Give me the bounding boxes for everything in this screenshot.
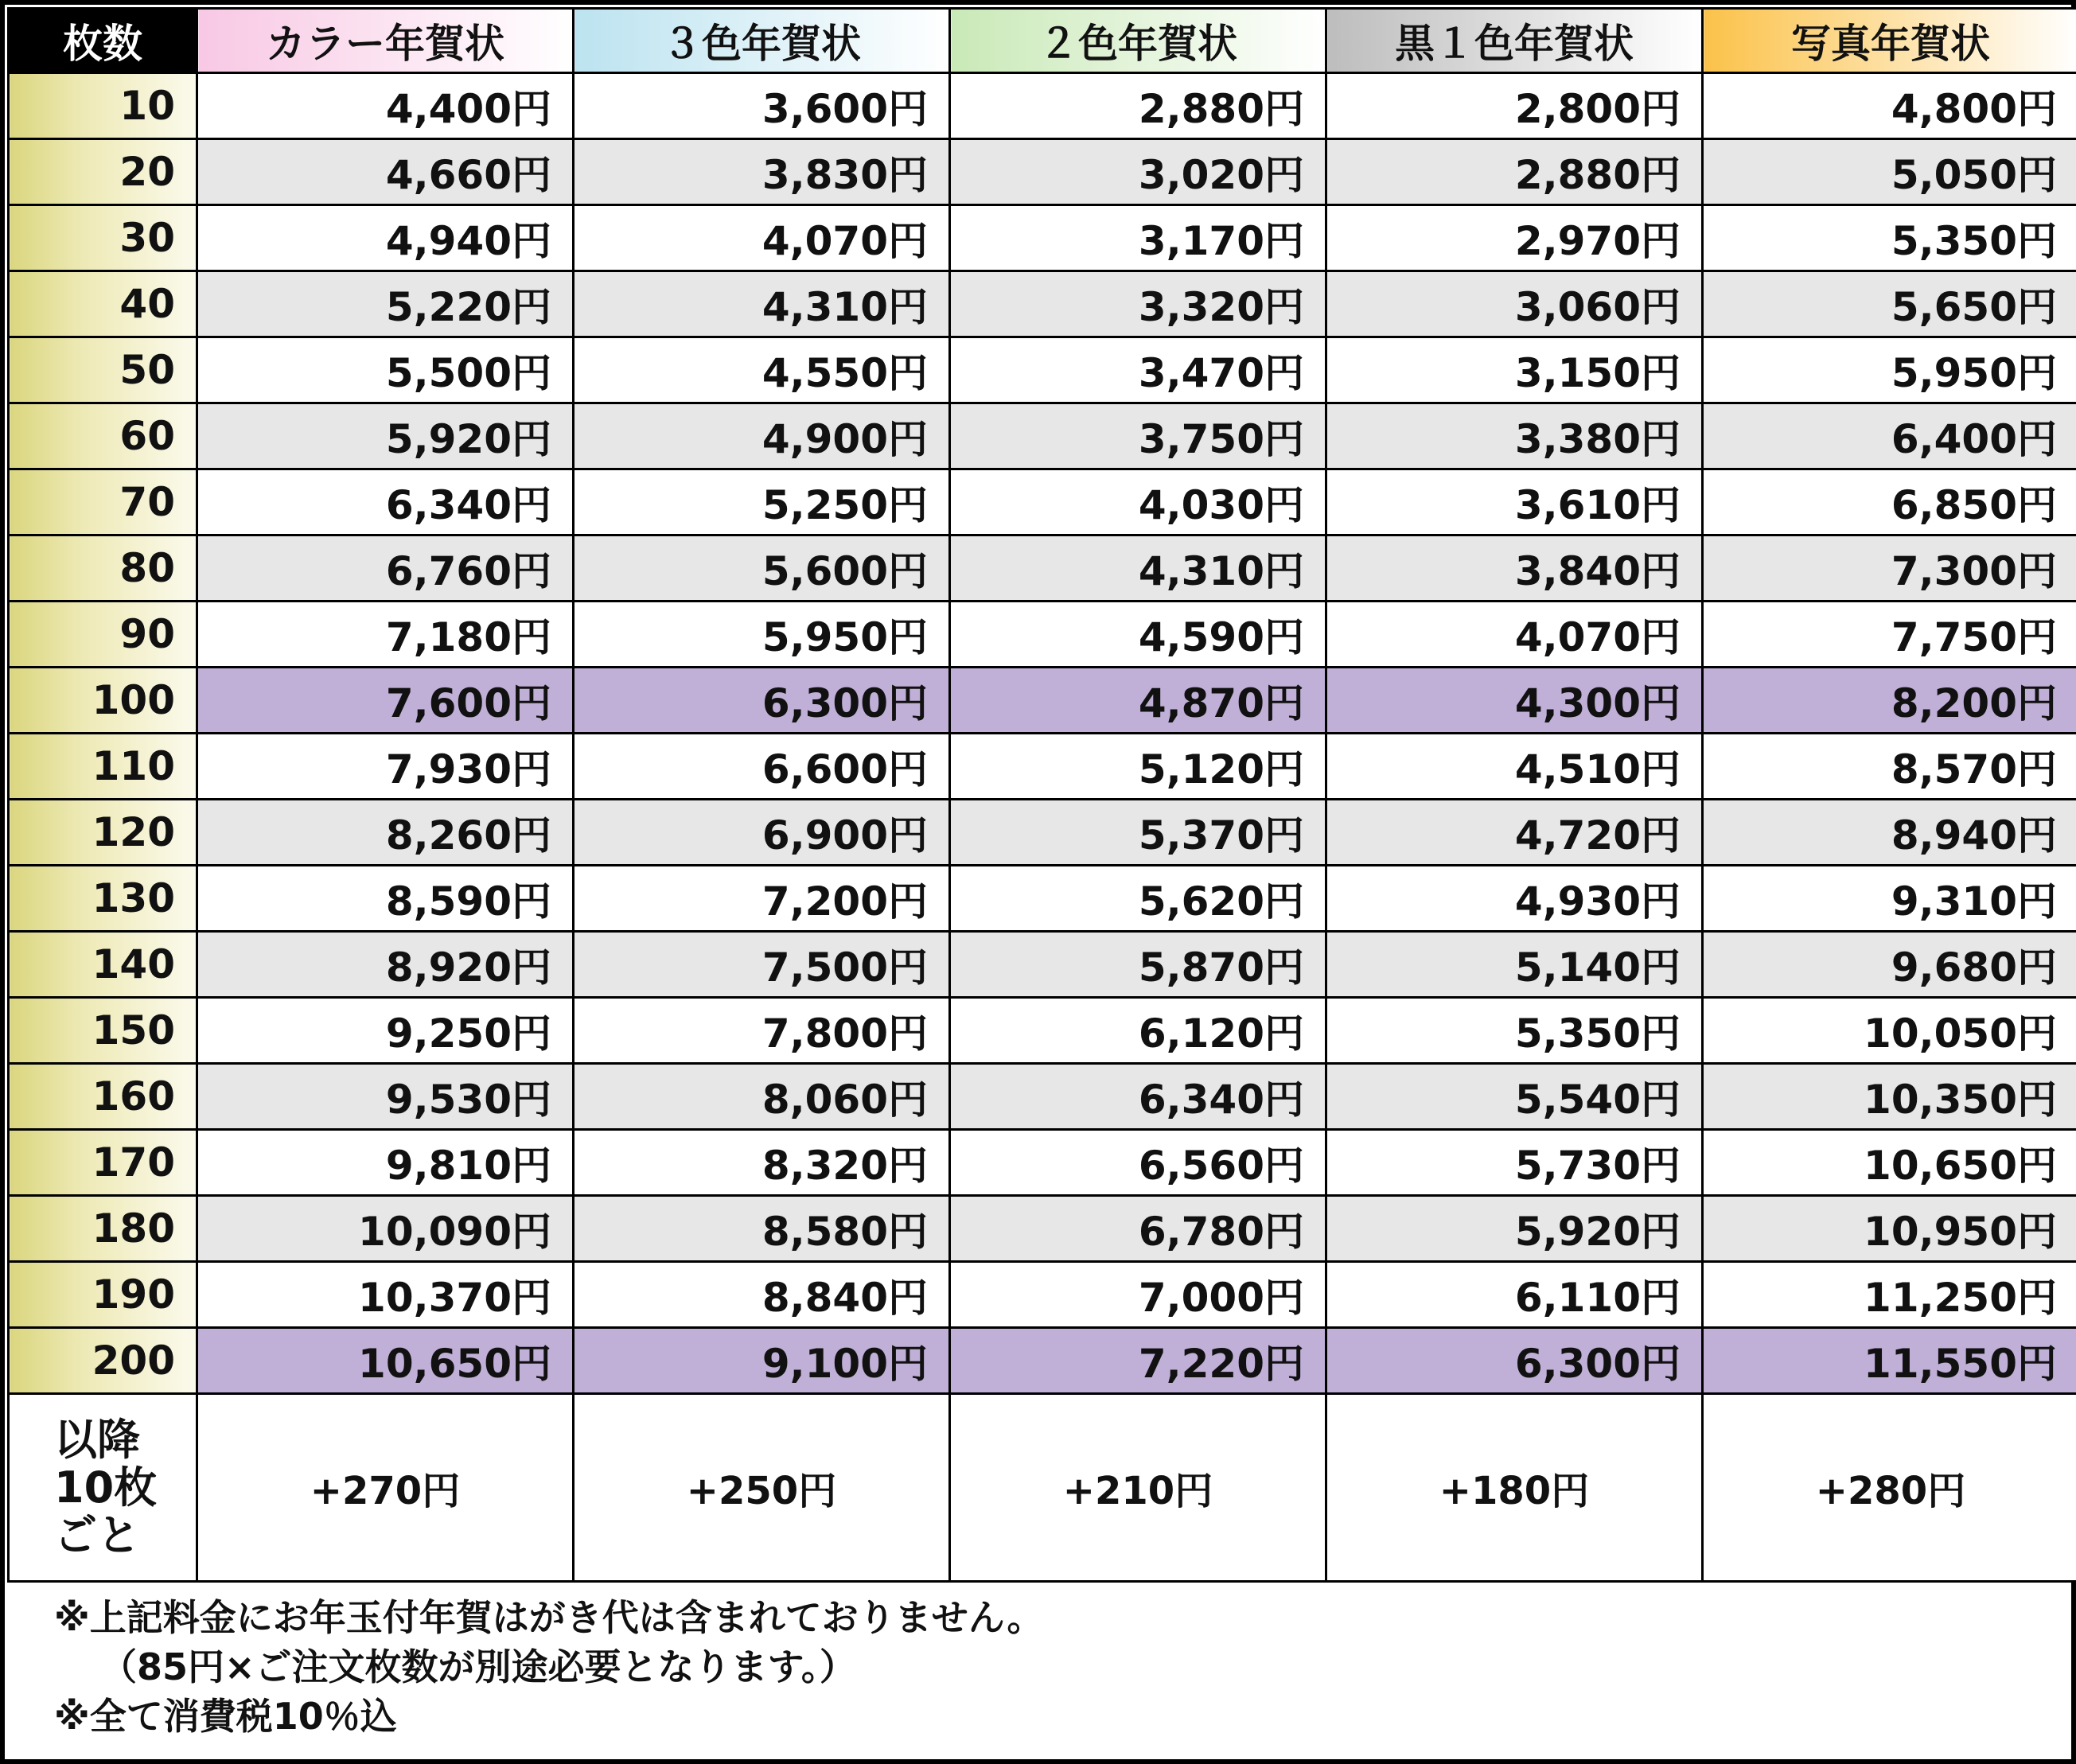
price-cell-color: 6,760円: [197, 535, 574, 602]
price-cell-black-1color: 4,930円: [1326, 866, 1703, 932]
table-row: [9, 73, 2076, 139]
additional-label-line: 10枚: [54, 1462, 158, 1513]
price-cell-2color: 4,310円: [950, 535, 1326, 602]
quantity-cell: 50: [9, 337, 197, 403]
additional-label-line: ごと: [54, 1509, 140, 1560]
quantity-cell: 200: [9, 1328, 197, 1394]
price-cell-photo: 7,300円: [1703, 535, 2076, 602]
quantity-cell: 120: [9, 800, 197, 866]
price-cell-black-1color: 3,610円: [1326, 469, 1703, 535]
additional-price-color: +270円: [197, 1394, 574, 1582]
price-cell-photo: 10,650円: [1703, 1130, 2076, 1196]
price-cell-photo: 11,250円: [1703, 1262, 2076, 1328]
price-cell-3color: 8,580円: [574, 1196, 950, 1262]
price-cell-color: 8,920円: [197, 932, 574, 998]
price-cell-2color: 2,880円: [950, 73, 1326, 139]
table-row: [9, 1262, 2076, 1328]
price-cell-color: 7,930円: [197, 734, 574, 800]
quantity-cell: 10: [9, 73, 197, 139]
price-cell-black-1color: 6,300円: [1326, 1328, 1703, 1394]
quantity-cell: 150: [9, 998, 197, 1064]
price-cell-2color: 6,120円: [950, 998, 1326, 1064]
price-cell-black-1color: 2,800円: [1326, 73, 1703, 139]
price-cell-photo: 10,050円: [1703, 998, 2076, 1064]
note-line-3: ※全て消費税10％込: [54, 1695, 397, 1738]
quantity-cell: 60: [9, 403, 197, 469]
table-row: [9, 1064, 2076, 1130]
price-cell-black-1color: 5,920円: [1326, 1196, 1703, 1262]
table-row: [9, 1196, 2076, 1262]
price-cell-2color: 5,620円: [950, 866, 1326, 932]
price-cell-color: 6,340円: [197, 469, 574, 535]
price-cell-3color: 6,900円: [574, 800, 950, 866]
additional-per-10-row: [9, 1394, 2076, 1582]
table-row: [9, 1130, 2076, 1196]
quantity-cell: 110: [9, 734, 197, 800]
price-cell-3color: 8,840円: [574, 1262, 950, 1328]
table-row: [9, 800, 2076, 866]
header-photo-nenga: 写真年賀状: [1703, 9, 2076, 73]
table-row: [9, 1328, 2076, 1394]
price-cell-black-1color: 4,300円: [1326, 668, 1703, 734]
price-cell-photo: 5,950円: [1703, 337, 2076, 403]
table-row: [9, 337, 2076, 403]
price-cell-photo: 5,350円: [1703, 205, 2076, 271]
header-row: [9, 9, 2076, 73]
table-row: [9, 668, 2076, 734]
price-cell-2color: 7,220円: [950, 1328, 1326, 1394]
price-cell-black-1color: 3,060円: [1326, 271, 1703, 337]
price-cell-2color: 3,170円: [950, 205, 1326, 271]
price-cell-color: 4,940円: [197, 205, 574, 271]
price-cell-2color: 3,320円: [950, 271, 1326, 337]
quantity-cell: 190: [9, 1262, 197, 1328]
quantity-cell: 170: [9, 1130, 197, 1196]
additional-price-3color: +250円: [574, 1394, 950, 1582]
header-2color-nenga: ２色年賀状: [950, 9, 1326, 73]
price-cell-black-1color: 5,140円: [1326, 932, 1703, 998]
table-row: [9, 469, 2076, 535]
price-cell-2color: 6,560円: [950, 1130, 1326, 1196]
price-cell-3color: 6,600円: [574, 734, 950, 800]
notes: [54, 1593, 1043, 1741]
price-cell-black-1color: 2,880円: [1326, 139, 1703, 205]
price-cell-black-1color: 3,380円: [1326, 403, 1703, 469]
price-cell-2color: 7,000円: [950, 1262, 1326, 1328]
price-cell-2color: 6,780円: [950, 1196, 1326, 1262]
price-cell-color: 8,590円: [197, 866, 574, 932]
price-cell-black-1color: 4,720円: [1326, 800, 1703, 866]
price-cell-3color: 7,200円: [574, 866, 950, 932]
quantity-cell: 160: [9, 1064, 197, 1130]
quantity-cell: 180: [9, 1196, 197, 1262]
price-cell-photo: 9,680円: [1703, 932, 2076, 998]
price-cell-2color: 5,370円: [950, 800, 1326, 866]
quantity-cell: 100: [9, 668, 197, 734]
price-cell-color: 9,810円: [197, 1130, 574, 1196]
price-cell-photo: 5,050円: [1703, 139, 2076, 205]
note-line-1: ※上記料金にお年玉付年賀はがき代は含まれておりません。: [54, 1596, 1044, 1639]
table-row: [9, 866, 2076, 932]
additional-price-black-1color: +180円: [1326, 1394, 1703, 1582]
price-cell-photo: 6,400円: [1703, 403, 2076, 469]
price-cell-3color: 5,600円: [574, 535, 950, 602]
price-cell-3color: 5,950円: [574, 602, 950, 668]
price-cell-color: 5,500円: [197, 337, 574, 403]
price-cell-photo: 6,850円: [1703, 469, 2076, 535]
price-cell-2color: 4,590円: [950, 602, 1326, 668]
price-cell-photo: 4,800円: [1703, 73, 2076, 139]
price-cell-2color: 3,020円: [950, 139, 1326, 205]
table-row: [9, 734, 2076, 800]
price-cell-2color: 6,340円: [950, 1064, 1326, 1130]
table-row: [9, 403, 2076, 469]
price-cell-color: 10,090円: [197, 1196, 574, 1262]
price-cell-photo: 10,950円: [1703, 1196, 2076, 1262]
quantity-cell: 140: [9, 932, 197, 998]
quantity-cell: 80: [9, 535, 197, 602]
price-cell-black-1color: 3,840円: [1326, 535, 1703, 602]
table-row: [9, 602, 2076, 668]
price-cell-color: 7,600円: [197, 668, 574, 734]
price-cell-black-1color: 4,510円: [1326, 734, 1703, 800]
price-cell-3color: 8,060円: [574, 1064, 950, 1130]
quantity-cell: 130: [9, 866, 197, 932]
price-cell-photo: 9,310円: [1703, 866, 2076, 932]
price-cell-black-1color: 5,350円: [1326, 998, 1703, 1064]
note-line-2: （85円×ご注文枚数が別途必要となります。）: [100, 1645, 856, 1688]
price-cell-2color: 3,750円: [950, 403, 1326, 469]
quantity-cell: 20: [9, 139, 197, 205]
price-cell-color: 5,920円: [197, 403, 574, 469]
price-cell-2color: 4,870円: [950, 668, 1326, 734]
price-cell-black-1color: 5,540円: [1326, 1064, 1703, 1130]
table-row: [9, 139, 2076, 205]
price-cell-3color: 5,250円: [574, 469, 950, 535]
price-cell-black-1color: 3,150円: [1326, 337, 1703, 403]
table-row: [9, 932, 2076, 998]
table-row: [9, 271, 2076, 337]
price-table: [7, 7, 2076, 1583]
price-cell-3color: 3,600円: [574, 73, 950, 139]
price-cell-color: 10,650円: [197, 1328, 574, 1394]
price-cell-black-1color: 2,970円: [1326, 205, 1703, 271]
price-cell-3color: 8,320円: [574, 1130, 950, 1196]
price-cell-3color: 4,550円: [574, 337, 950, 403]
header-color-nenga: カラー年賀状: [197, 9, 574, 73]
header-quantity: 枚数: [9, 9, 197, 73]
price-cell-3color: 7,800円: [574, 998, 950, 1064]
additional-per-10-label: [9, 1394, 197, 1582]
price-cell-2color: 4,030円: [950, 469, 1326, 535]
price-cell-photo: 8,940円: [1703, 800, 2076, 866]
price-cell-3color: 4,310円: [574, 271, 950, 337]
price-table-body: [9, 73, 2076, 1582]
price-cell-3color: 4,900円: [574, 403, 950, 469]
table-row: [9, 535, 2076, 602]
price-cell-photo: 10,350円: [1703, 1064, 2076, 1130]
quantity-cell: 90: [9, 602, 197, 668]
price-cell-photo: 11,550円: [1703, 1328, 2076, 1394]
price-cell-color: 5,220円: [197, 271, 574, 337]
additional-price-2color: +210円: [950, 1394, 1326, 1582]
additional-price-photo: +280円: [1703, 1394, 2076, 1582]
table-row: [9, 998, 2076, 1064]
quantity-cell: 70: [9, 469, 197, 535]
price-cell-color: 10,370円: [197, 1262, 574, 1328]
header-black-1color-nenga: 黒１色年賀状: [1326, 9, 1703, 73]
header-3color-nenga: ３色年賀状: [574, 9, 950, 73]
price-cell-3color: 3,830円: [574, 139, 950, 205]
price-cell-photo: 8,200円: [1703, 668, 2076, 734]
price-cell-photo: 7,750円: [1703, 602, 2076, 668]
price-cell-black-1color: 5,730円: [1326, 1130, 1703, 1196]
price-cell-photo: 8,570円: [1703, 734, 2076, 800]
price-cell-color: 4,660円: [197, 139, 574, 205]
price-cell-color: 9,250円: [197, 998, 574, 1064]
price-cell-2color: 5,870円: [950, 932, 1326, 998]
price-cell-black-1color: 6,110円: [1326, 1262, 1703, 1328]
additional-label-line: 以降: [54, 1414, 140, 1465]
price-cell-3color: 6,300円: [574, 668, 950, 734]
quantity-cell: 30: [9, 205, 197, 271]
price-cell-2color: 5,120円: [950, 734, 1326, 800]
price-cell-color: 4,400円: [197, 73, 574, 139]
price-cell-color: 9,530円: [197, 1064, 574, 1130]
price-cell-color: 8,260円: [197, 800, 574, 866]
table-row: [9, 205, 2076, 271]
price-cell-2color: 3,470円: [950, 337, 1326, 403]
price-cell-photo: 5,650円: [1703, 271, 2076, 337]
quantity-cell: 40: [9, 271, 197, 337]
price-cell-black-1color: 4,070円: [1326, 602, 1703, 668]
price-cell-3color: 9,100円: [574, 1328, 950, 1394]
price-cell-3color: 7,500円: [574, 932, 950, 998]
price-cell-3color: 4,070円: [574, 205, 950, 271]
price-cell-color: 7,180円: [197, 602, 574, 668]
